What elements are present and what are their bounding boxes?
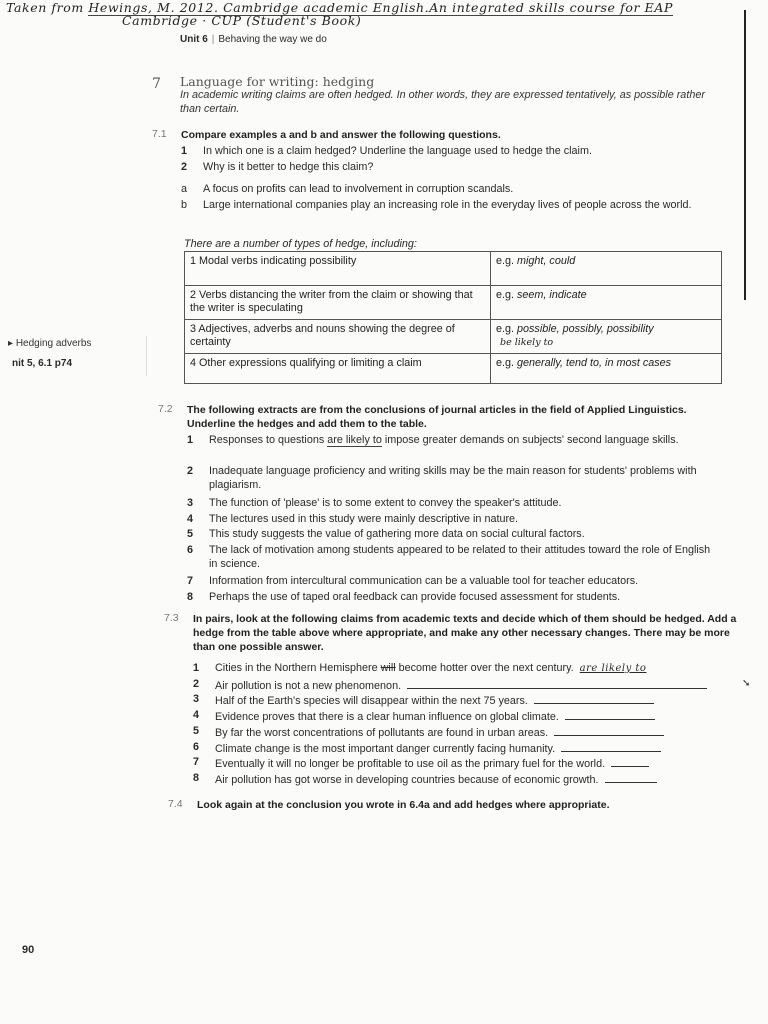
struck-word: will [380, 662, 396, 674]
exercise-number: 7.4 [168, 798, 183, 810]
exercise-7-4 [168, 798, 743, 818]
answer-line[interactable] [561, 740, 661, 752]
answer-line[interactable] [534, 692, 654, 704]
section-number: 7 [152, 76, 161, 92]
answer-line[interactable] [554, 724, 664, 736]
table-row [185, 252, 722, 286]
table-row [185, 354, 722, 384]
answer-line[interactable] [565, 708, 655, 720]
hedge-types-table [184, 251, 722, 384]
table-row [185, 320, 722, 354]
table-caption: There are a number of types of hedge, including: [184, 238, 417, 250]
exercise-instruction: In pairs, look at the following claims from academic texts and decide which of them should be hedged. Add a hedge from the table above where appropriate, and make any other necessary changes. There may be more than one possible answer. [193, 613, 737, 653]
margin-rule [744, 10, 746, 300]
exercise-7-2: 7.2 The following extracts are from the conclusions of journal articles in the field of Applied Linguistics. Underline the hedges and add them to the table. 1 Responses to questions are likely to impose greater demands on subjects' second language skills. 2 Inadequate language proficiency and writing skills may be the main reason for students' problems with plagiarism. 3 The function of 'please' is to some extent to convey the speaker's attitude. 4 The lectures used in this study were mainly descriptive in nature. 5 This study suggests the value of gathering more data on social cultural factors. 6 The lack of motivation among students appeared to be related to their attitudes toward the role of English in science. 7 Information from intercultural communication can be a valuable tool for teacher educators. 8 Perhaps the use of taped oral feedback can provide focused assessment for students. [158, 403, 733, 613]
unit-title: Behaving the way we do [218, 34, 327, 45]
handwritten-hedge-note: be likely to [500, 337, 554, 348]
hedge-type-cell: 1 Modal verbs indicating possibility [185, 252, 491, 286]
hedge-example-cell: e.g. might, could [491, 252, 722, 286]
hedge-type-cell: 4 Other expressions qualifying or limiting a claim [185, 354, 491, 384]
exercise-instruction: The following extracts are from the conclusions of journal articles in the field of Applied Linguistics. Underline the hedges and add them to the table. [187, 404, 687, 430]
unit-label: Unit 6 [180, 34, 208, 45]
table-row [185, 286, 722, 320]
exercise-number: 7.2 [158, 403, 173, 415]
handwritten-publisher-note: Cambridge · CUP (Student's Book) [122, 13, 362, 28]
section-title: Language for writing: hedging [180, 74, 375, 89]
exercise-number: 7.1 [152, 128, 167, 140]
margin-mark: ➘ [742, 678, 751, 689]
sidebar-crossref [0, 336, 147, 376]
exercise-instruction: Compare examples a and b and answer the following questions. [181, 129, 501, 141]
answer-line[interactable]: are likely to [579, 663, 647, 674]
hedge-type-cell: 3 Adjectives, adverbs and nouns showing the degree of certainty [185, 320, 491, 354]
exercise-7-1: 7.1 Compare examples a and b and answer the following questions. 1 In which one is a claim hedged? Underline the language used to hedge the claim. 2 Why is it better to hedge this claim? a A focus on profits can lead to involvement in corruption scandals. b Large international companies play an increasing role in the everyday lives of people across the world. [152, 128, 727, 238]
page-number: 90 [22, 944, 35, 956]
exercise-7-3: 7.3 In pairs, look at the following claims from academic texts and decide which of them should be hedged. Add a hedge from the table above where appropriate, and make any other necessary changes. There may be more than one possible answer. 1 Cities in the Northern Hemisphere will become hotter over the next century. are likely to 2 Air pollution is not a new phenomenon. 3 Half of the Earth's species will disappear within the next 75 years. 4 Evidence proves that there is a clear human influence on global climate. 5 By far the worst concentrations of pollutants are found in urban areas. 6 Climate change is the most important danger currently facing humanity. 7 Eventually it will no longer be profitable to use oil as the primary fuel for the world. 8 Air pollution has got worse in developing countries because of economic growth. [164, 612, 737, 786]
answer-line[interactable] [611, 755, 649, 767]
hedge-example-cell: e.g. seem, indicate [491, 286, 722, 320]
header-separator: | [211, 34, 215, 45]
handwritten-prefix: Taken from [6, 0, 89, 15]
sidebar-note: ▸ Hedging adverbs [8, 338, 92, 349]
handwritten-citation: Hewings, M. 2012. Cambridge academic English.An integrated skills course for EAP [88, 0, 673, 15]
hedge-example-cell: e.g. possible, possibly, possibility be likely to [491, 320, 722, 354]
hedge-example-cell: e.g. generally, tend to, in most cases [491, 354, 722, 384]
unit-header [180, 34, 327, 45]
underlined-hedge: are likely to [327, 434, 382, 446]
answer-line[interactable] [605, 771, 657, 783]
section-intro: In academic writing claims are often hedged. In other words, they are expressed tentatively, as possible rather than certain. [180, 89, 705, 115]
hedge-type-cell: 2 Verbs distancing the writer from the claim or showing that the writer is speculating [185, 286, 491, 320]
sidebar-ref: nit 5, 6.1 p74 [12, 358, 73, 369]
answer-line[interactable] [407, 677, 707, 689]
exercise-instruction: Look again at the conclusion you wrote in 6.4a and add hedges where appropriate. [197, 799, 610, 811]
exercise-number: 7.3 [164, 612, 179, 624]
